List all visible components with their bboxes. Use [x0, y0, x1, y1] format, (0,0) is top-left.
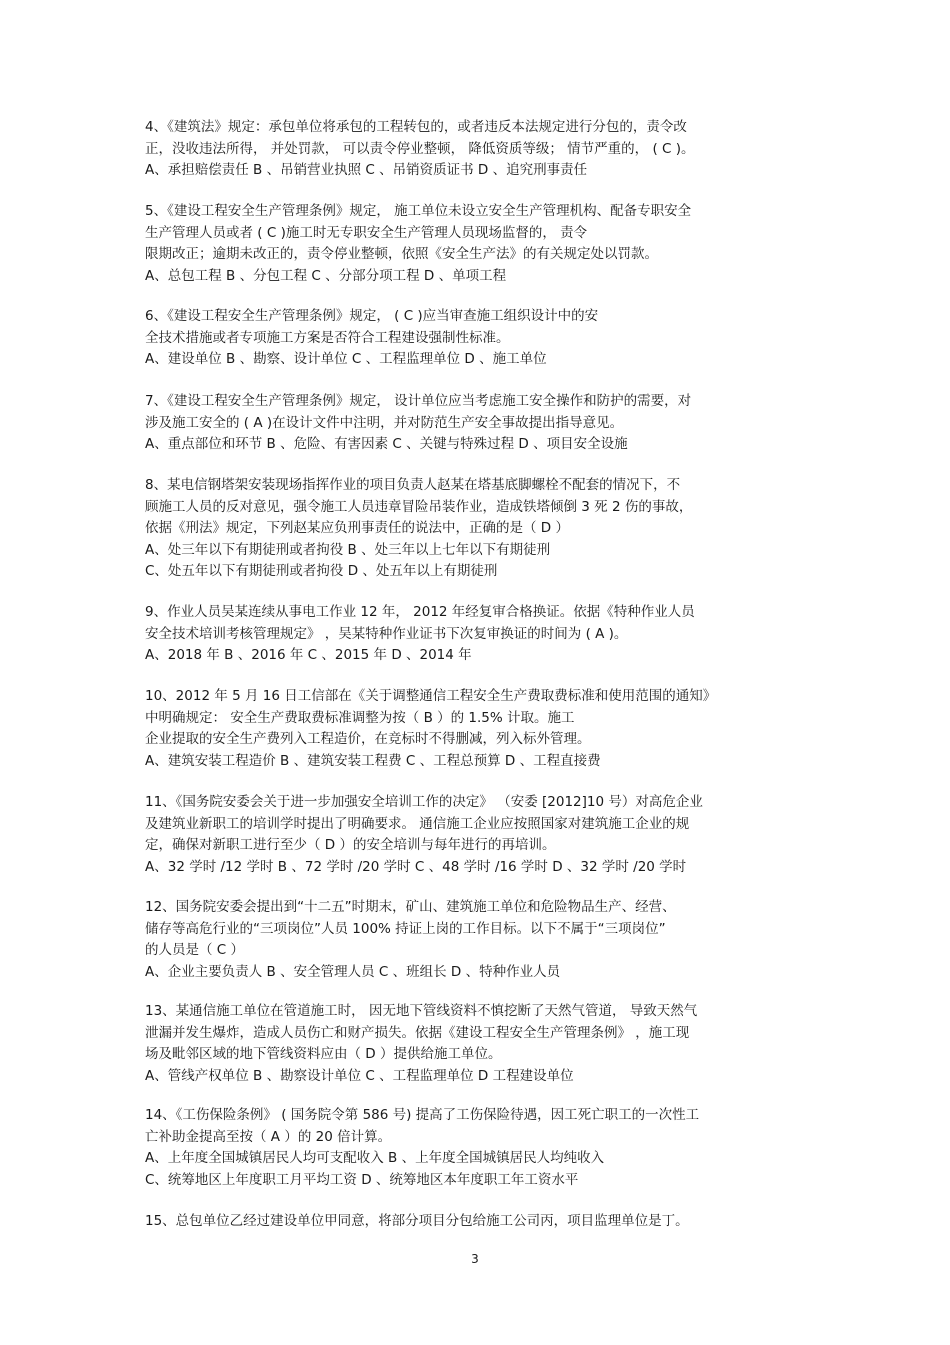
question-13	[145, 1001, 815, 1087]
question-line: 生产管理人员或者 ( C )施工时无专职安全生产管理人员现场监督的， 责令	[145, 224, 588, 241]
question-line: 11、《国务院安委会关于进一步加强安全培训工作的决定》 （安委 [2012]10 号）对高危企业	[145, 794, 703, 810]
question-line: 定，确保对新职工进行至少（ D ）的安全培训与每年进行的再培训。	[145, 837, 556, 853]
question-line: 6、《建设工程安全生产管理条例》规定， ( C )应当审查施工组织设计中的安	[145, 308, 599, 324]
question-line: 泄漏并发生爆炸，造成人员伤亡和财产损失。依据《建设工程安全生产管理条例》 ，施工现	[145, 1024, 690, 1041]
question-5	[145, 201, 815, 287]
question-line: 9、作业人员吴某连续从事电工作业 12 年， 2012 年经复审合格换证。依据《特种作业人员	[145, 604, 695, 620]
question-line: 限期改正；逾期未改正的，责令停业整顿，依照《安全生产法》的有关规定处以罚款。	[145, 246, 658, 262]
question-8	[145, 475, 815, 583]
question-line: 14、《工伤保险条例》 ( 国务院令第 586 号) 提高了工伤保险待遇，因工死亡职工的一次性工	[145, 1107, 700, 1123]
question-line: 中明确规定： 安全生产费取费标准调整为按（ B ）的 1.5% 计取。施工	[145, 709, 575, 726]
question-10	[145, 686, 815, 772]
question-line: 5、《建设工程安全生产管理条例》规定， 施工单位未设立安全生产管理机构、配备专职安全	[145, 203, 692, 219]
question-line: 涉及施工安全的 ( A )在设计文件中注明，并对防范生产安全事故提出指导意见。	[145, 414, 624, 431]
question-14	[145, 1105, 815, 1191]
answer-options: A、上年度全国城镇居民人均可支配收入 B 、上年度全国城镇居民人均纯收入	[145, 1150, 605, 1166]
question-line: 4、《建筑法》规定：承包单位将承包的工程转包的，或者违反本法规定进行分包的，责令改	[145, 119, 687, 135]
answer-options: A、建设单位 B 、勘察、设计单位 C 、工程监理单位 D 、施工单位	[145, 351, 547, 367]
answer-options: A、企业主要负责人 B 、安全管理人员 C 、班组长 D 、特种作业人员	[145, 963, 561, 980]
question-line: 场及毗邻区域的地下管线资料应由（ D ）提供给施工单位。	[145, 1046, 502, 1062]
question-9	[145, 602, 815, 667]
question-11	[145, 792, 815, 878]
question-line: 10、2012 年 5 月 16 日工信部在《关于调整通信工程安全生产费取费标准和使用范围的通知》	[145, 688, 717, 704]
answer-options: A、管线产权单位 B 、勘察设计单位 C 、工程监理单位 D 工程建设单位	[145, 1067, 574, 1084]
question-line: 亡补助金提高至按（ A ）的 20 倍计算。	[145, 1128, 392, 1145]
question-line: 企业提取的安全生产费列入工程造价，在竞标时不得删减，列入标外管理。	[145, 731, 591, 747]
question-7	[145, 391, 815, 456]
question-line: 15、总包单位乙经过建设单位甲同意，将部分项目分包给施工公司丙，项目监理单位是丁。	[145, 1213, 689, 1229]
answer-options: C、处五年以下有期徒刑或者拘役 D 、处五年以上有期徒刑	[145, 563, 498, 579]
question-line: 7、《建设工程安全生产管理条例》规定， 设计单位应当考虑施工安全操作和防护的需要，对	[145, 393, 692, 409]
answer-options: A、2018 年 B 、2016 年 C 、2015 年 D 、2014 年	[145, 647, 472, 663]
question-line: 全技术措施或者专项施工方案是否符合工程建设强制性标准。	[145, 329, 510, 346]
question-line: 安全技术培训考核管理规定》 ，吴某特种作业证书下次复审换证的时间为 ( A )。	[145, 625, 628, 642]
question-line: 依据《刑法》规定，下列赵某应负刑事责任的说法中，正确的是（ D ）	[145, 520, 569, 536]
page-number: 3	[471, 1252, 479, 1266]
question-line: 储存等高危行业的“三项岗位”人员 100% 持证上岗的工作目标。以下不属于“三项岗位”	[145, 920, 666, 937]
question-line: 顾施工人员的反对意见，强令施工人员违章冒险吊装作业，造成铁塔倾倒 3 死 2 伤的事故，	[145, 498, 693, 515]
question-line: 8、某电信钢塔架安装现场指挥作业的项目负责人赵某在塔基底脚螺栓不配套的情况下，不	[145, 477, 681, 493]
answer-options: A、建筑安装工程造价 B 、建筑安装工程费 C 、工程总预算 D 、工程直接费	[145, 752, 601, 769]
answer-options: A、总包工程 B 、分包工程 C 、分部分项工程 D 、单项工程	[145, 267, 507, 284]
question-15	[145, 1211, 815, 1233]
answer-options: A、承担赔偿责任 B 、吊销营业执照 C 、吊销资质证书 D 、追究刑事责任	[145, 162, 588, 178]
question-line: 13、某通信施工单位在管道施工时， 因无地下管线资料不慎挖断了天然气管道， 导致天然气	[145, 1003, 698, 1019]
question-12	[145, 897, 815, 983]
question-line: 正，没收违法所得， 并处罚款， 可以责令停业整顿， 降低资质等级； 情节严重的， ( C )。	[145, 140, 695, 157]
question-6	[145, 306, 815, 371]
question-line: 的人员是（ C ）	[145, 942, 245, 958]
answer-options: A、处三年以下有期徒刑或者拘役 B 、处三年以上七年以下有期徒刑	[145, 541, 551, 558]
answer-options: C、统筹地区上年度职工月平均工资 D 、统筹地区本年度职工年工资水平	[145, 1171, 579, 1188]
question-line: 12、国务院安委会提出到“十二五”时期末，矿山、建筑施工单位和危险物品生产、经营、	[145, 899, 676, 915]
answer-options: A、重点部位和环节 B 、危险、有害因素 C 、关键与特殊过程 D 、项目安全设施	[145, 436, 628, 452]
question-4	[145, 117, 815, 182]
question-line: 及建筑业新职工的培训学时提出了明确要求。 通信施工企业应按照国家对建筑施工企业的规	[145, 815, 690, 832]
answer-options: A、32 学时 /12 学时 B 、72 学时 /20 学时 C 、48 学时 /16 学时 D 、32 学时 /20 学时	[145, 858, 687, 875]
